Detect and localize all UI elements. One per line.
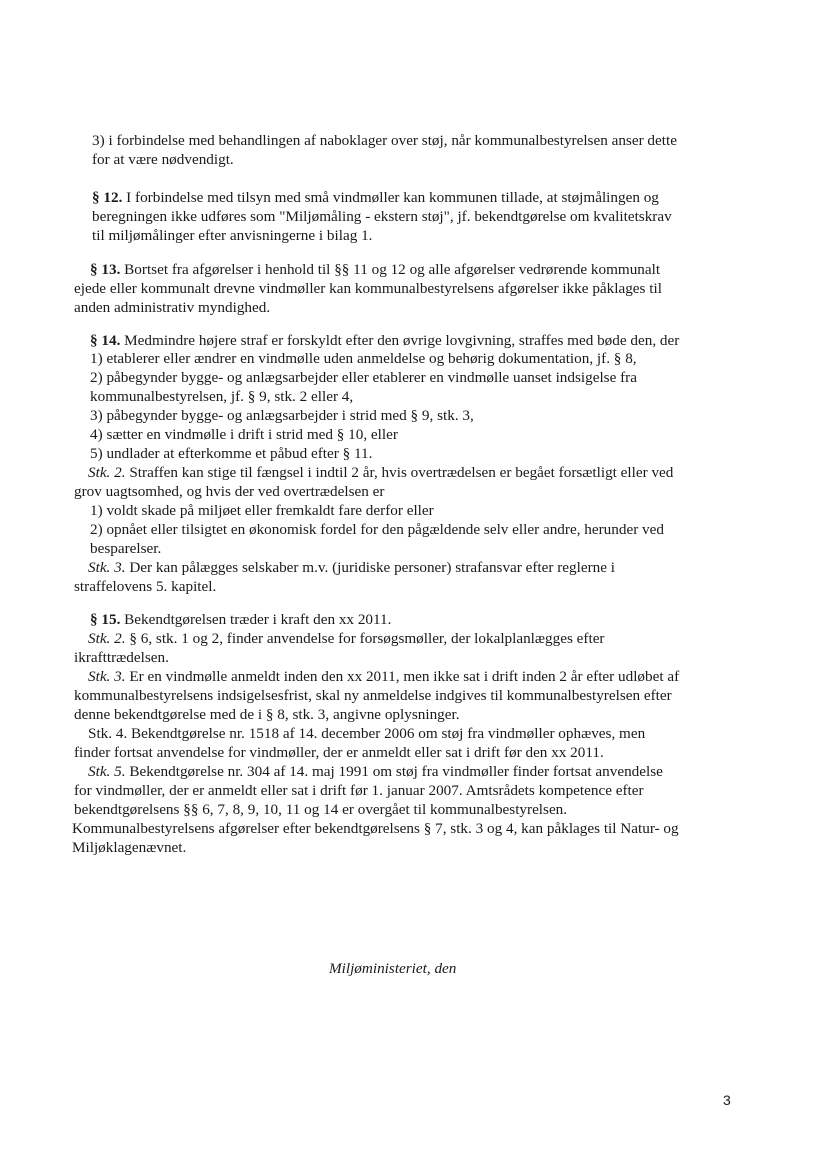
- section-15-stk3-label: Stk. 3.: [88, 668, 126, 685]
- section-14-line-1: [90, 331, 679, 350]
- section-14-stk2-item-2-cont: besparelser.: [90, 540, 162, 557]
- item-3-line-2: for at være nødvendigt.: [92, 151, 234, 168]
- section-14-stk2-item-2: 2) opnået eller tilsigtet en økonomisk fordel for den pågældende selv eller andre, herunder ved: [90, 521, 664, 538]
- section-15-stk5-text: Bekendtgørelse nr. 304 af 14. maj 1991 om støj fra vindmøller finder fortsat anvendelse: [125, 763, 663, 780]
- section-15-stk3-text: Er en vindmølle anmeldt inden den xx 2011, men ikke sat i drift inden 2 år efter udløbet af: [125, 668, 680, 685]
- section-14-number: § 14.: [90, 332, 121, 349]
- section-13-text: Bortset fra afgørelser i henhold til §§ 11 og 12 og alle afgørelser vedrørende kommunalt: [120, 261, 661, 278]
- section-12-line-2: beregningen ikke udføres som "Miljømåling - ekstern støj", jf. bekendtgørelse om kvalitetskrav: [92, 208, 672, 225]
- section-14-stk3-line-2: straffelovens 5. kapitel.: [74, 578, 217, 595]
- section-14-item-3: 3) påbegynder bygge- og anlægsarbejder i strid med § 9, stk. 3,: [90, 407, 474, 424]
- section-15-stk5-line-5: Miljøklagenævnet.: [72, 839, 187, 856]
- section-15-stk3-line-3: denne bekendtgørelse med de i § 8, stk. 3, angivne oplysninger.: [74, 706, 460, 723]
- section-13-number: § 13.: [90, 261, 121, 278]
- section-15-stk4-line-2: finder fortsat anvendelse for vindmøller, der er anmeldt eller sat i drift før den xx 2011.: [74, 744, 604, 761]
- section-14-item-5: 5) undlader at efterkomme et påbud efter § 11.: [90, 445, 373, 462]
- section-15-stk3-line-1: [88, 667, 679, 686]
- section-14-item-2-cont: kommunalbestyrelsen, jf. § 9, stk. 2 eller 4,: [90, 388, 354, 405]
- section-14-text: Medmindre højere straf er forskyldt efter den øvrige lovgivning, straffes med bøde den, der: [120, 332, 680, 349]
- section-15-stk2-text: § 6, stk. 1 og 2, finder anvendelse for forsøgsmøller, der lokalplanlægges efter: [125, 630, 605, 647]
- section-14-stk3-label: Stk. 3.: [88, 559, 126, 576]
- section-15-number: § 15.: [90, 611, 121, 628]
- section-12-text: I forbindelse med tilsyn med små vindmøller kan kommunen tillade, at støjmålingen og: [122, 189, 659, 206]
- section-12-line-3: til miljømålinger efter anvisningerne i bilag 1.: [92, 227, 373, 244]
- section-14-stk2-line-2: grov uagtsomhed, og hvis der ved overtrædelsen er: [74, 483, 385, 500]
- section-14-stk2-text: Straffen kan stige til fængsel i indtil 2 år, hvis overtrædelsen er begået forsætligt eller ved: [125, 464, 674, 481]
- section-14-stk2-label: Stk. 2.: [88, 464, 126, 481]
- section-15-stk2-line-1: [88, 629, 605, 648]
- section-13-line-1: [90, 260, 660, 279]
- section-15-stk5-line-2: for vindmøller, der er anmeldt eller sat i drift før 1. januar 2007. Amtsrådets kompetence efter: [74, 782, 644, 799]
- section-14-stk2-line-1: [88, 463, 673, 482]
- section-12-line-1: [92, 188, 659, 207]
- section-15-stk2-label: Stk. 2.: [88, 630, 126, 647]
- section-13-line-2: ejede eller kommunalt drevne vindmøller kan kommunalbestyrelsens afgørelser ikke påklages til: [74, 280, 662, 297]
- page-number: 3: [723, 1092, 731, 1108]
- section-12-number: § 12.: [92, 189, 123, 206]
- section-14-stk2-item-1: 1) voldt skade på miljøet eller fremkaldt fare derfor eller: [90, 502, 434, 519]
- section-13-line-3: anden administrativ myndighed.: [74, 299, 271, 316]
- section-14-item-4: 4) sætter en vindmølle i drift i strid med § 10, eller: [90, 426, 398, 443]
- section-15-stk4-line-1: Stk. 4. Bekendtgørelse nr. 1518 af 14. december 2006 om støj fra vindmøller ophæves, men: [88, 725, 646, 742]
- section-15-stk3-line-2: kommunalbestyrelsens indsigelsesfrist, skal ny anmeldelse indgives til kommunalbestyrelsen efter: [74, 687, 672, 704]
- section-15-stk2-line-2: ikrafttrædelsen.: [74, 649, 169, 666]
- section-15-stk5-label: Stk. 5.: [88, 763, 126, 780]
- signature-line: Miljøministeriet, den: [329, 960, 457, 977]
- section-14-stk3-text: Der kan pålægges selskaber m.v. (juridiske personer) strafansvar efter reglerne i: [125, 559, 616, 576]
- section-15-stk5-line-1: [88, 762, 663, 781]
- section-15-stk5-line-4: Kommunalbestyrelsens afgørelser efter bekendtgørelsens § 7, stk. 3 og 4, kan påklages til Natur- og: [72, 820, 679, 837]
- section-14-item-2: 2) påbegynder bygge- og anlægsarbejder eller etablerer en vindmølle uanset indsigelse fra: [90, 369, 637, 386]
- section-15-line-1: [90, 610, 391, 629]
- section-14-stk3-line-1: [88, 558, 615, 577]
- section-14-item-1: 1) etablerer eller ændrer en vindmølle uden anmeldelse og behørig dokumentation, jf. § 8,: [90, 350, 637, 367]
- item-3-line-1: 3) i forbindelse med behandlingen af naboklager over støj, når kommunalbestyrelsen anser dette: [92, 132, 677, 149]
- section-15-text: Bekendtgørelsen træder i kraft den xx 2011.: [120, 611, 392, 628]
- section-15-stk5-line-3: bekendtgørelsens §§ 6, 7, 8, 9, 10, 11 og 14 er overgået til kommunalbestyrelsen.: [74, 801, 568, 818]
